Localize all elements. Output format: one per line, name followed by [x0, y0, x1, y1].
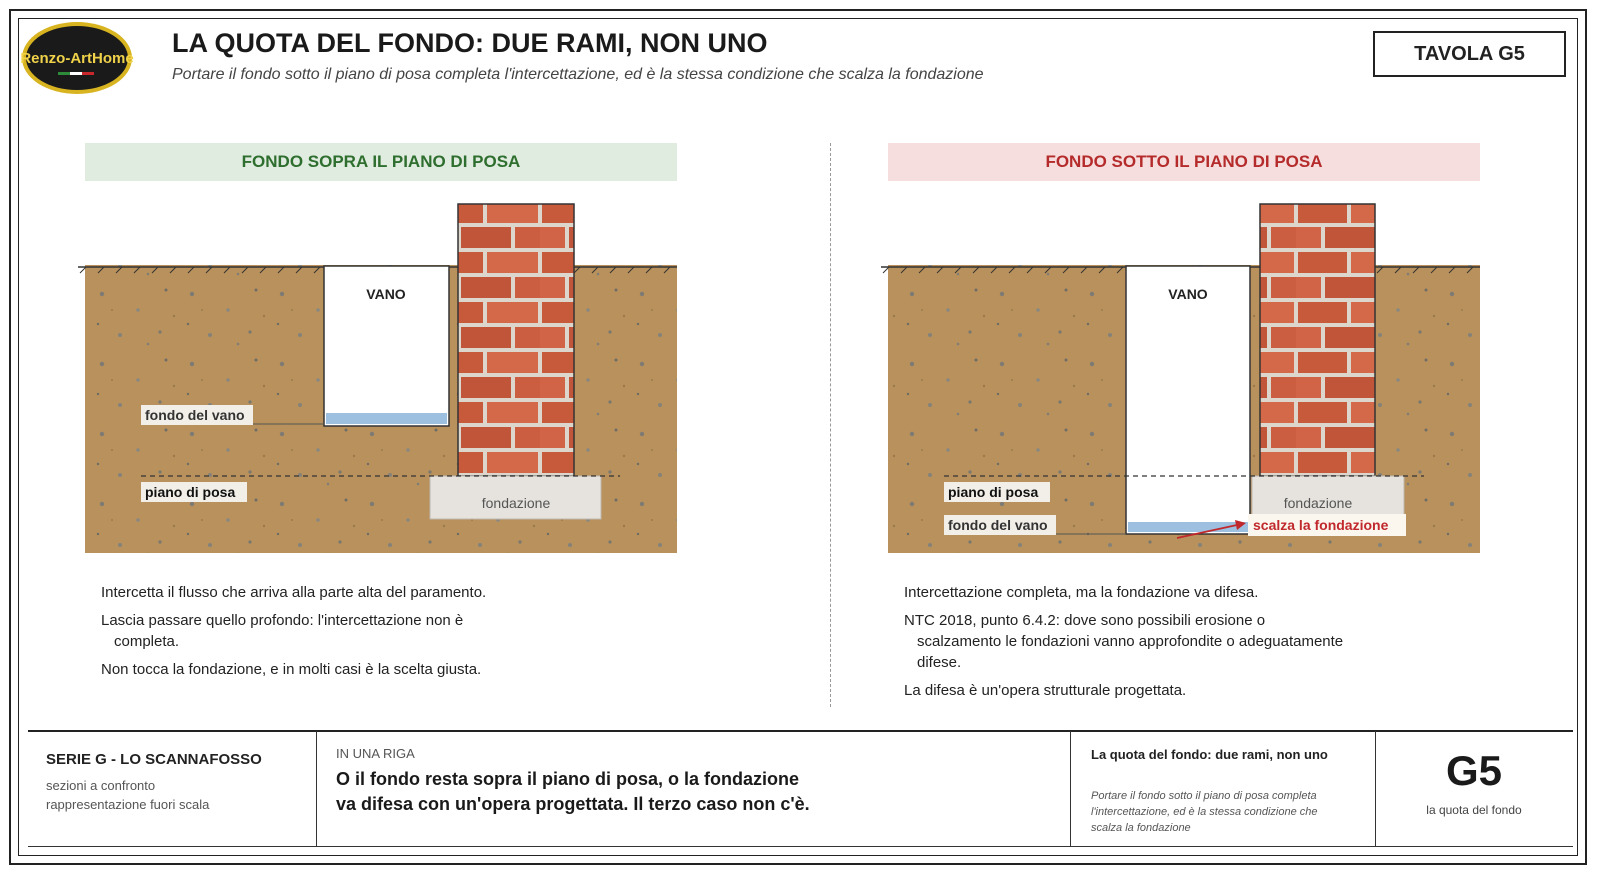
right-note-2b: scalzamento le fondazioni vanno approfondite o adeguatamente: [917, 633, 1344, 650]
right-note-2c: difese.: [917, 654, 962, 671]
left-vano-label: VANO: [366, 286, 406, 302]
summary-kicker: IN UNA RIGA: [336, 746, 415, 761]
right-panel-heading: FONDO SOTTO IL PIANO DI POSA: [888, 143, 1480, 181]
series-title: SERIE G - LO SCANNAFOSSO: [46, 751, 262, 768]
summary-line-1: O il fondo resta sopra il piano di posa, o la fondazione: [336, 769, 800, 789]
right-note-3: La difesa è un'opera strutturale progettata.: [904, 682, 1187, 699]
footer-sep-1: [316, 731, 317, 846]
right-notes: [904, 582, 1384, 708]
left-section: [78, 204, 677, 553]
summary-text: [336, 767, 856, 817]
left-piano-label: piano di posa: [145, 484, 236, 500]
left-notes: [101, 582, 531, 687]
page-title: LA QUOTA DEL FONDO: DUE RAMI, NON UNO: [172, 28, 768, 58]
left-foundation-label: fondazione: [481, 495, 551, 511]
left-panel-heading: FONDO SOPRA IL PIANO DI POSA: [85, 143, 677, 181]
right-fondo-label: fondo del vano: [948, 517, 1048, 533]
tavola-badge: TAVOLA G5: [1373, 31, 1566, 77]
sheet-code: G5: [1445, 747, 1503, 794]
footer-sep-2: [1070, 731, 1071, 846]
section-diagrams: [0, 195, 1600, 565]
series-subtitle: [46, 776, 209, 814]
left-note-1: Intercetta il flusso che arriva alla parte alta del paramento.: [101, 584, 487, 601]
summary-line-2: va difesa con un'opera progettata. Il terzo caso non c'è.: [336, 794, 810, 814]
card-title: La quota del fondo: due rami, non uno: [1091, 747, 1328, 762]
footer-top-rule: [28, 730, 1573, 732]
sheet-code-sub: la quota del fondo: [1426, 803, 1522, 817]
left-fondo-label: fondo del vano: [145, 407, 245, 423]
right-section: [881, 204, 1480, 553]
right-foundation-label: fondazione: [1283, 495, 1353, 511]
logo: [20, 20, 134, 96]
card-text: Portare il fondo sotto il piano di posa completa l'intercettazione, ed è la stessa condizione che scalza la fondazione: [1091, 790, 1318, 834]
right-piano-label: piano di posa: [948, 484, 1039, 500]
right-warning-label: scalza la fondazione: [1253, 517, 1389, 533]
right-note-1: Intercettazione completa, ma la fondazione va difesa.: [904, 584, 1259, 601]
footer-bottom-rule: [28, 846, 1573, 847]
right-vano-label: VANO: [1168, 286, 1208, 302]
series-sub-2: rappresentazione fuori scala: [46, 797, 210, 812]
left-water: [326, 413, 447, 424]
left-brick-wall: [458, 204, 574, 476]
series-sub-1: sezioni a confronto: [46, 778, 156, 793]
left-note-2: Lascia passare quello profondo: l'intercettazione non è: [101, 612, 464, 629]
right-brick-wall: [1260, 204, 1375, 476]
right-vano: [1126, 266, 1250, 534]
left-note-3: Non tocca la fondazione, e in molti casi è la scelta giusta.: [101, 661, 482, 678]
logo-text: Renzo-ArtHome: [20, 50, 134, 67]
page-subtitle: Portare il fondo sotto il piano di posa completa l'intercettazione, ed è la stessa condizione che scalza la fondazione: [172, 66, 984, 83]
left-note-2b: completa.: [114, 633, 180, 650]
right-note-2: NTC 2018, punto 6.4.2: dove sono possibili erosione o: [904, 612, 1266, 629]
